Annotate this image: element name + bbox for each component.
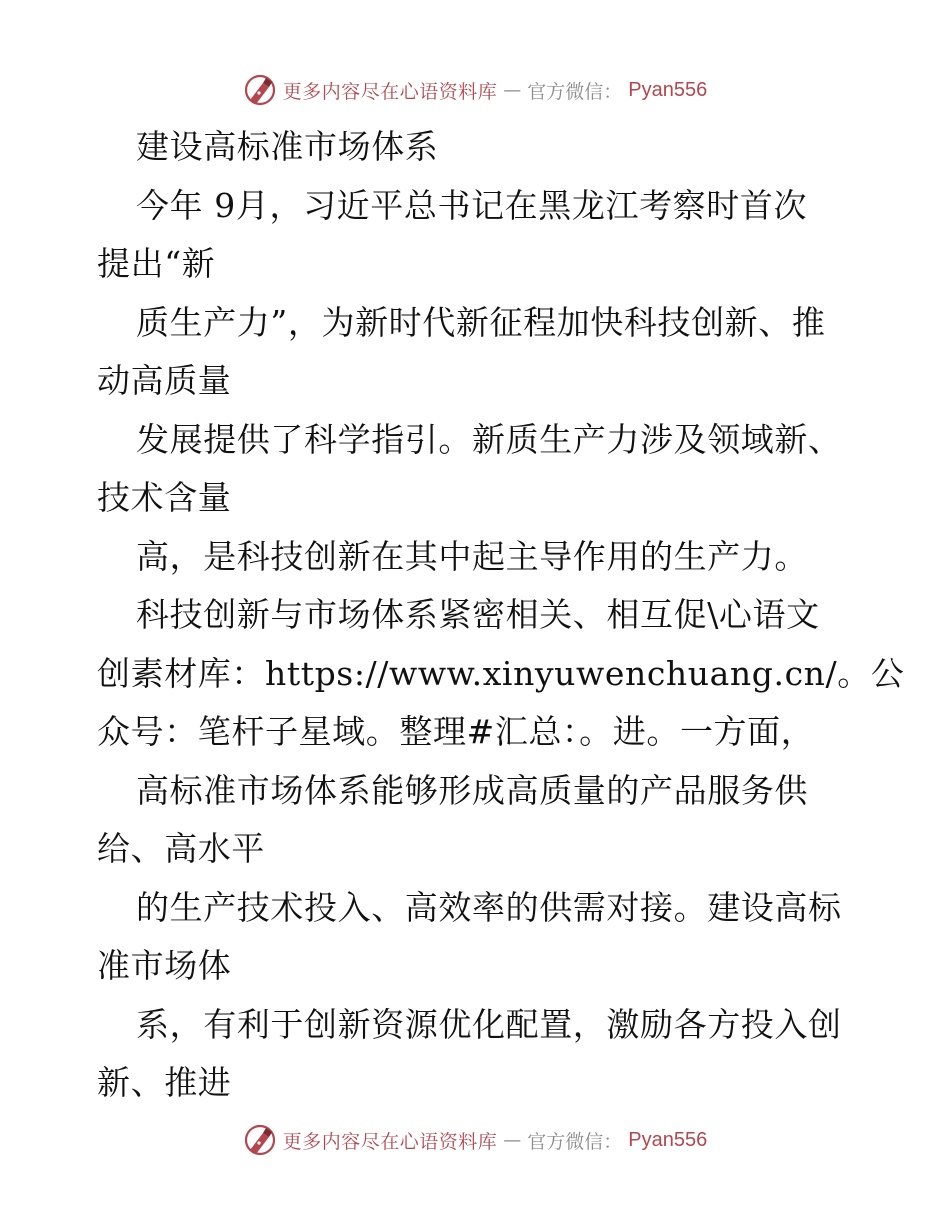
paragraph-line: 创素材库：https://www.xinyuwenchuang.cn/。公 [97, 653, 905, 693]
paragraph-line: 准市场体 [97, 946, 232, 985]
header-brand-text: 更多内容尽在心语资料库 [282, 80, 498, 103]
footer-banner [0, 1120, 950, 1160]
paragraph-line: 动高质量 [97, 361, 232, 400]
header-wechat-label: 官方微信： [527, 80, 623, 103]
paragraph-line: 质生产力”，为新时代新征程加快科技创新、推 [136, 302, 826, 342]
header-wechat-id: Pyan556 [628, 78, 708, 101]
document-body [97, 118, 905, 1113]
paragraph-line: 今年 9月，习近平总书记在黑龙江考察时首次 [136, 185, 808, 225]
paragraph-line: 众号：笔杆子星域。整理#汇总：。进。一方面， [97, 712, 815, 751]
paragraph-line: 提出“新 [97, 244, 216, 283]
paragraph-line: 科技创新与市场体系紧密相关、相互促\心语文 [136, 595, 820, 634]
document-title: 建设高标准市场体系 [136, 127, 439, 166]
header-banner [0, 70, 950, 110]
pen-nib-logo-icon [243, 1123, 277, 1157]
paragraph-line: 新、推进 [97, 1063, 232, 1102]
paragraph-line: 的生产技术投入、高效率的供需对接。建设高标 [136, 887, 842, 927]
paragraph-line: 高，是科技创新在其中起主导作用的生产力。 [136, 536, 808, 576]
pen-nib-logo-icon [243, 73, 277, 107]
footer-separator: — [503, 1129, 522, 1151]
paragraph-line: 发展提供了科学指引。新质生产力涉及领域新、 [136, 419, 842, 459]
paragraph-line: 高标准市场体系能够形成高质量的产品服务供 [136, 770, 808, 810]
footer-wechat-id: Pyan556 [628, 1128, 708, 1151]
footer-brand-text: 更多内容尽在心语资料库 [282, 1130, 498, 1153]
header-separator: — [503, 79, 522, 101]
footer-wechat-label: 官方微信： [527, 1130, 623, 1153]
paragraph-line: 给、高水平 [97, 829, 265, 868]
paragraph-line: 系，有利于创新资源优化配置，激励各方投入创 [136, 1004, 842, 1044]
paragraph-line: 技术含量 [97, 478, 232, 517]
